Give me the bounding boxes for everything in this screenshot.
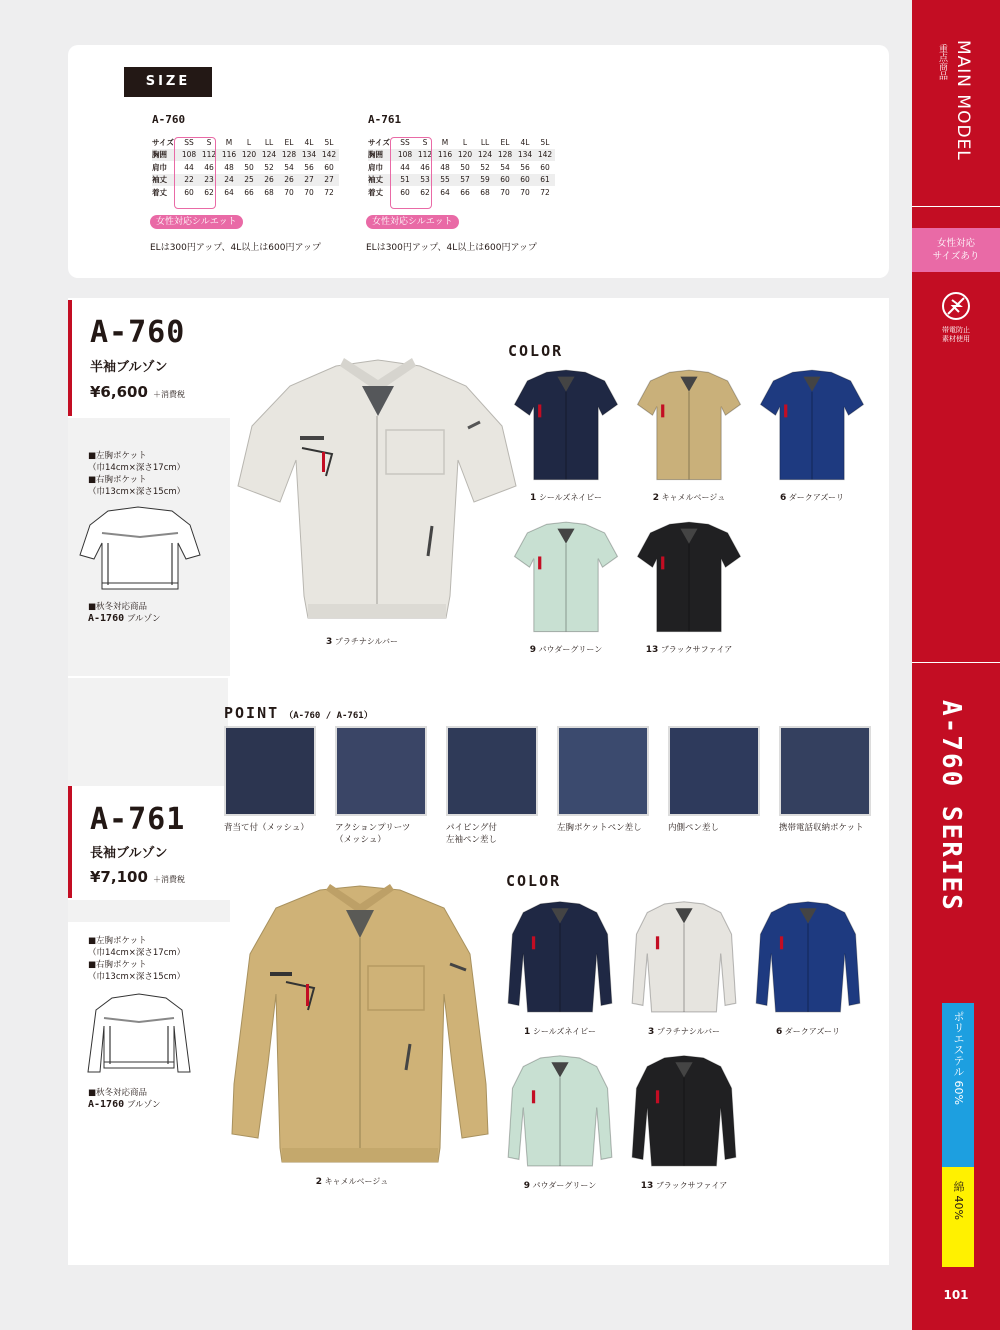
- size-cell: 64: [224, 187, 234, 197]
- jacket-image: [506, 898, 614, 1020]
- color-swatch-image: [630, 1052, 738, 1174]
- product-price: [90, 867, 185, 886]
- accent-bar: [68, 786, 72, 898]
- size-cell: 134: [299, 149, 319, 162]
- size-cell: 27: [299, 174, 319, 187]
- color-caption: [746, 1026, 870, 1037]
- antistatic-label: 帯電防止 素材使用: [942, 326, 970, 343]
- product-name: 半袖ブルゾン: [90, 360, 168, 375]
- size-cell: 68: [264, 187, 274, 197]
- size-cell: 22: [179, 174, 199, 187]
- female-silhouette-tag: 女性対応シルエット: [366, 215, 459, 229]
- main-color-caption: [300, 636, 424, 647]
- point-caption-line: 左胸ポケットペン差し: [557, 823, 642, 833]
- point-caption: [446, 822, 556, 846]
- jacket-image: [635, 520, 743, 638]
- size-cell: 4L: [520, 137, 530, 147]
- jacket-image: [630, 898, 738, 1020]
- size-cell: 62: [420, 187, 430, 197]
- color-swatch-image: [635, 520, 743, 638]
- size-cell: 26: [259, 174, 279, 187]
- size-cell: M: [225, 137, 233, 147]
- size-cell: 25: [239, 174, 259, 187]
- size-table-title: A-761: [368, 113, 402, 126]
- back-view-drawing: [84, 992, 194, 1078]
- size-cell: LL: [264, 137, 274, 147]
- product-code: A-760: [90, 315, 186, 350]
- color-number: 2: [315, 1177, 323, 1187]
- feature-line: ■右胸ポケット: [88, 475, 147, 485]
- size-cell: S: [206, 137, 212, 147]
- size-cell: 120: [455, 149, 475, 162]
- color-name: キャメルベージュ: [661, 493, 726, 502]
- size-cell: 70: [520, 187, 530, 197]
- price-note: ELは300円アップ、4L以上は600円アップ: [150, 243, 321, 253]
- color-caption: [498, 1026, 622, 1037]
- row-header: 肩巾: [152, 162, 167, 172]
- size-cell: 48: [440, 162, 450, 172]
- size-cell: 70: [304, 187, 314, 197]
- color-number: 2: [652, 493, 660, 503]
- color-name: パウダーグリーン: [532, 1181, 597, 1190]
- row-header: サイズ: [368, 137, 390, 147]
- accent-bar: [68, 300, 72, 416]
- jacket-main-image: [236, 356, 518, 632]
- point-caption: [779, 822, 889, 834]
- feature-line: （巾13cm×深さ15cm）: [88, 487, 186, 497]
- color-swatch-image: [506, 898, 614, 1020]
- color-number: 6: [775, 1027, 783, 1037]
- feature-line: ■左胸ポケット: [88, 451, 147, 461]
- row-header: 肩巾: [368, 162, 383, 172]
- price-note: ELは300円アップ、4L以上は600円アップ: [366, 243, 537, 253]
- color-swatch-image: [512, 520, 620, 638]
- size-cell: 64: [440, 187, 450, 197]
- size-cell: 46: [420, 162, 430, 172]
- antistatic-icon: [942, 292, 970, 320]
- winter-type: ブルゾン: [126, 614, 161, 624]
- female-size-badge: 女性対応 サイズあり: [912, 228, 1000, 272]
- color-name: プラチナシルバー: [656, 1027, 720, 1036]
- size-cell: 128: [279, 149, 299, 162]
- price-value: ¥7,100: [90, 868, 148, 886]
- size-cell: 60: [540, 162, 550, 172]
- jacket-image: [754, 898, 862, 1020]
- color-caption: [504, 492, 628, 503]
- size-cell: 5L: [540, 137, 550, 147]
- size-cell: 48: [224, 162, 234, 172]
- color-caption: [627, 492, 751, 503]
- jacket-image: [758, 368, 866, 486]
- point-title: POINT: [224, 704, 280, 722]
- point-caption: [557, 822, 667, 834]
- color-name: ダークアズーリ: [784, 1027, 841, 1036]
- jacket-image: [506, 1052, 614, 1174]
- product-price: [90, 382, 185, 401]
- size-cell: 54: [284, 162, 294, 172]
- size-cell: 56: [304, 162, 314, 172]
- price-value: ¥6,600: [90, 383, 148, 401]
- size-cell: 112: [199, 149, 219, 162]
- size-cell: 26: [279, 174, 299, 187]
- size-cell: 142: [535, 149, 555, 162]
- size-cell: 60: [495, 174, 515, 187]
- color-number: 3: [648, 1027, 655, 1037]
- color-number: 3: [326, 637, 333, 647]
- size-cell: 23: [199, 174, 219, 187]
- feature-line: （巾13cm×深さ15cm）: [88, 972, 186, 982]
- point-photo: [224, 726, 316, 816]
- size-cell: 120: [239, 149, 259, 162]
- color-number: 13: [645, 645, 659, 655]
- size-cell: 124: [475, 149, 495, 162]
- color-number: 1: [524, 1027, 531, 1037]
- color-caption: [627, 644, 751, 655]
- feature-line: ■右胸ポケット: [88, 960, 147, 970]
- point-caption-line: パイピング付: [446, 823, 497, 833]
- winter-model: A-1760: [88, 1099, 125, 1110]
- feature-line: （巾14cm×深さ17cm）: [88, 463, 186, 473]
- color-number: 13: [640, 1181, 654, 1191]
- size-cell: EL: [500, 137, 510, 147]
- color-caption: [622, 1026, 746, 1037]
- polyester-label: ポリエステル 60%: [952, 1011, 965, 1105]
- left-panel-a761-bg: [68, 900, 230, 922]
- size-cell: 66: [244, 187, 254, 197]
- color-number: 6: [779, 493, 787, 503]
- size-cell: 59: [475, 174, 495, 187]
- row-header: 胸囲: [152, 149, 179, 162]
- size-cell: 51: [395, 174, 415, 187]
- color-heading: COLOR: [508, 342, 564, 360]
- color-swatch-image: [635, 368, 743, 486]
- point-photo: [446, 726, 538, 816]
- color-swatch-image: [506, 1052, 614, 1174]
- size-table-title: A-760: [152, 113, 186, 126]
- color-swatch-image: [512, 368, 620, 486]
- main-color-caption: [290, 1176, 414, 1187]
- size-cell: 72: [540, 187, 550, 197]
- size-cell: 112: [415, 149, 435, 162]
- point-caption: [335, 822, 445, 846]
- size-cell: 72: [324, 187, 334, 197]
- point-subtitle: （A-760 / A-761）: [284, 711, 373, 721]
- winter-type: ブルゾン: [126, 1100, 161, 1110]
- row-header: 袖丈: [368, 174, 395, 187]
- point-caption-line: アクションプリーツ: [335, 823, 411, 833]
- color-name: ブラックサファイア: [655, 1181, 728, 1190]
- point-photo: [335, 726, 427, 816]
- size-cell: 50: [244, 162, 254, 172]
- size-cell: L: [246, 137, 252, 147]
- color-swatch-image: [754, 898, 862, 1020]
- row-header: 着丈: [152, 187, 167, 197]
- point-section: [68, 678, 228, 786]
- color-number: 9: [529, 645, 536, 655]
- size-cell: L: [462, 137, 468, 147]
- size-cell: 60: [400, 187, 410, 197]
- sidebar-divider: [912, 206, 1000, 207]
- size-cell: 108: [395, 149, 415, 162]
- winter-label: ■秋冬対応商品: [88, 1088, 148, 1098]
- point-caption-line: 左袖ペン差し: [446, 835, 498, 845]
- size-cell: 4L: [304, 137, 314, 147]
- size-cell: 57: [455, 174, 475, 187]
- size-cell: 116: [435, 149, 455, 162]
- color-name: シールズネイビー: [532, 1027, 596, 1036]
- cotton-badge: [942, 1167, 974, 1267]
- jacket-image: [512, 520, 620, 638]
- color-caption: [498, 1180, 622, 1191]
- point-photo: [668, 726, 760, 816]
- point-caption-line: 背当て付（メッシュ）: [224, 823, 309, 833]
- jacket-image: [635, 368, 743, 486]
- size-cell: S: [422, 137, 428, 147]
- color-name: シールズネイビー: [538, 493, 602, 502]
- size-cell: 142: [319, 149, 339, 162]
- size-cell: 5L: [324, 137, 334, 147]
- size-cell: M: [441, 137, 449, 147]
- point-caption-line: 内側ペン差し: [668, 823, 720, 833]
- cotton-label: 綿 40%: [952, 1181, 965, 1220]
- page-number: 101: [943, 1288, 969, 1302]
- product-name: 長袖ブルゾン: [90, 846, 168, 861]
- feature-list: [88, 935, 185, 983]
- point-caption: [224, 822, 334, 834]
- size-cell: 55: [435, 174, 455, 187]
- color-swatch-image: [630, 898, 738, 1020]
- color-name: プラチナシルバー: [334, 637, 398, 646]
- color-caption: [504, 644, 628, 655]
- size-cell: 53: [415, 174, 435, 187]
- point-photo: [557, 726, 649, 816]
- size-cell: 27: [319, 174, 339, 187]
- tax-label: ＋消費税: [152, 875, 185, 884]
- winter-label: ■秋冬対応商品: [88, 602, 148, 612]
- jacket-image: [630, 1052, 738, 1174]
- no-static-icon: [944, 294, 968, 318]
- winter-model: A-1760: [88, 613, 125, 624]
- polyester-badge: [942, 1003, 974, 1167]
- size-cell: 116: [219, 149, 239, 162]
- point-caption: [668, 822, 778, 834]
- size-cell: 60: [184, 187, 194, 197]
- size-cell: 54: [500, 162, 510, 172]
- color-name: キャメルベージュ: [324, 1177, 389, 1186]
- size-cell: 62: [204, 187, 214, 197]
- jacket-image: [512, 368, 620, 486]
- color-caption: [622, 1180, 746, 1191]
- color-name: ダークアズーリ: [788, 493, 845, 502]
- size-cell: 61: [535, 174, 555, 187]
- size-card: [68, 45, 889, 278]
- color-caption: [750, 492, 874, 503]
- size-cell: 46: [204, 162, 214, 172]
- size-cell: 60: [515, 174, 535, 187]
- size-cell: 70: [284, 187, 294, 197]
- size-cell: 66: [460, 187, 470, 197]
- color-number: 1: [530, 493, 537, 503]
- size-cell: EL: [284, 137, 294, 147]
- size-cell: 56: [520, 162, 530, 172]
- size-cell: 50: [460, 162, 470, 172]
- row-header: 袖丈: [152, 174, 179, 187]
- back-view-drawing: [78, 503, 202, 599]
- size-cell: 70: [500, 187, 510, 197]
- winter-note: [88, 601, 161, 625]
- size-cell: LL: [480, 137, 490, 147]
- feature-line: ■左胸ポケット: [88, 936, 147, 946]
- winter-note: [88, 1087, 161, 1111]
- size-cell: 52: [480, 162, 490, 172]
- female-size-highlight: [174, 137, 216, 209]
- color-heading: COLOR: [506, 872, 562, 890]
- point-caption-line: 携帯電話収納ポケット: [779, 823, 864, 833]
- size-cell: SS: [400, 137, 410, 147]
- feature-line: （巾14cm×深さ17cm）: [88, 948, 186, 958]
- point-heading: [224, 703, 373, 722]
- color-name: ブラックサファイア: [660, 645, 733, 654]
- color-name: パウダーグリーン: [538, 645, 603, 654]
- product-code: A-761: [90, 802, 186, 837]
- point-photo: [779, 726, 871, 816]
- color-number: 9: [523, 1181, 530, 1191]
- row-header: 胸囲: [368, 149, 395, 162]
- main-model-sub: 重点商品: [937, 44, 947, 80]
- size-cell: 44: [400, 162, 410, 172]
- size-cell: 108: [179, 149, 199, 162]
- series-label: A-760 SERIES: [936, 700, 966, 912]
- row-header: サイズ: [152, 137, 174, 147]
- color-swatch-image: [758, 368, 866, 486]
- size-cell: 44: [184, 162, 194, 172]
- female-size-highlight: [390, 137, 432, 209]
- main-model-label: MAIN MODEL: [953, 40, 973, 161]
- size-cell: SS: [184, 137, 194, 147]
- feature-list: [88, 450, 185, 498]
- jacket-main-image: [230, 884, 492, 1168]
- size-cell: 128: [495, 149, 515, 162]
- size-cell: 24: [219, 174, 239, 187]
- sidebar-divider: [912, 662, 1000, 663]
- size-cell: 60: [324, 162, 334, 172]
- size-cell: 52: [264, 162, 274, 172]
- row-header: 着丈: [368, 187, 383, 197]
- size-cell: 134: [515, 149, 535, 162]
- female-silhouette-tag: 女性対応シルエット: [150, 215, 243, 229]
- size-cell: 124: [259, 149, 279, 162]
- tax-label: ＋消費税: [152, 390, 185, 399]
- size-cell: 68: [480, 187, 490, 197]
- size-label: SIZE: [124, 67, 212, 97]
- point-caption-line: （メッシュ）: [335, 835, 386, 845]
